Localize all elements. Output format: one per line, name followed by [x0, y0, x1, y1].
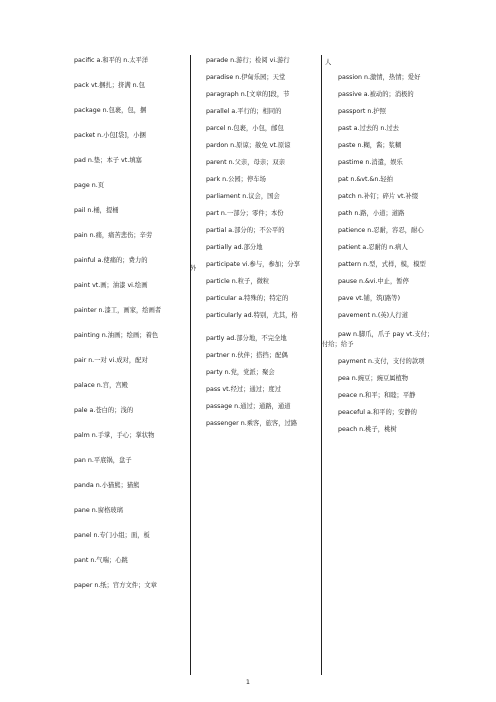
vocab-entry: pan n.平底锅，盘子: [74, 457, 132, 464]
vocab-entry: partially ad.部分地: [206, 244, 263, 251]
vocab-entry: paradise n.伊甸乐园；天堂: [206, 74, 286, 81]
vocab-entry: page n.页: [74, 182, 105, 189]
vocab-entry: paste n.糊，酱；浆糊: [338, 142, 402, 149]
vocab-entry: parliament n.议会，国会: [206, 193, 280, 200]
vocab-entry: passive a.被动的；消极的: [338, 91, 414, 98]
vocab-entry: particle n.粒子，微粒: [206, 278, 270, 285]
vocab-entry: pack vt.捆扎；挤满 n.包: [74, 82, 145, 89]
vocab-entry: peach n.桃子，桃树: [338, 426, 397, 433]
vocab-entry: pardon n.原谅；赦免 vt.原谅: [206, 142, 291, 149]
vocab-column-2: [190, 55, 317, 675]
vocab-entry: part n.一部分；零件；本份: [206, 210, 284, 217]
vocab-entry: peaceful a.和平的；安静的: [338, 409, 417, 416]
vocab-entry: paragraph n.[文章的]段，节: [206, 91, 290, 98]
vocab-entry: park n.公园；停车场: [206, 176, 266, 183]
vocab-entry: patient a.忍耐的 n.病人: [338, 244, 408, 251]
vocab-entry: particular a.特殊的；特定的: [206, 295, 289, 302]
vocab-entry: partly ad.部分地，不完全地: [206, 335, 287, 342]
vocab-entry: pavement n.(英)人行道: [338, 312, 409, 319]
vocab-entry: pacific a.和平的 n.太平洋: [74, 57, 149, 64]
vocab-entry: paper n.纸；官方文件；文章: [74, 582, 157, 589]
vocab-entry: parent n.父亲，母亲；双亲: [206, 159, 286, 166]
vocab-entry: particularly ad.特别，尤其，格: [206, 312, 298, 319]
page-number: 1: [245, 678, 251, 686]
vocab-entry: painful a.使痛的；费力的: [74, 257, 148, 264]
wrapped-text-continuation: 外: [190, 265, 197, 272]
wrapped-text-continuation: 人: [325, 59, 332, 66]
vocab-entry: pastime n.消遣，娱乐: [338, 159, 403, 166]
vocab-entry: parcel n.包裹，小包，邮包: [206, 125, 284, 132]
vocab-entry: past a.过去的 n.过去: [338, 125, 399, 132]
vocab-entry: palace n.宫，宫殿: [74, 382, 128, 389]
vocab-entry: panda n.小猫熊；猫熊: [74, 482, 140, 489]
wrapped-text-continuation: 付给；给予: [322, 341, 354, 348]
vocab-entry: pea n.豌豆；豌豆属植物: [338, 375, 409, 382]
vocab-entry: partner n.伙伴；搭挡；配偶: [206, 352, 288, 359]
vocab-entry: passenger n.乘客，旅客，过路: [206, 420, 298, 427]
vocab-entry: pane n.窗格玻璃: [74, 507, 123, 514]
vocab-entry: pale a.苍白的；浅的: [74, 407, 134, 414]
vocab-entry: passage n.通过；通路，通道: [206, 403, 291, 410]
vocab-entry: panel n.专门小组；面，板: [74, 532, 150, 539]
vocab-entry: patch n.补钉；碎片 vt.补缀: [338, 193, 419, 200]
vocab-entry: packet n.小包[袋]，小捆: [74, 132, 146, 139]
vocab-entry: passion n.激情，热情；爱好: [338, 74, 421, 81]
vocab-entry: participate vi.参与，参加；分享: [206, 261, 300, 268]
vocab-entry: paint vt.画；油漆 vi.绘画: [74, 282, 148, 289]
vocab-entry: painter n.漆工，画家，绘画者: [74, 307, 162, 314]
vocab-column-3: [321, 55, 437, 675]
vocab-column-1: [74, 57, 182, 589]
vocab-entry: pat n.&vt.&n.轻拍: [338, 176, 393, 183]
vocab-entry: pair n.一对 vi.成对，配对: [74, 357, 148, 364]
vocab-entry: pass vt.经过；通过；度过: [206, 386, 281, 393]
vocab-entry: party n.党，党派；聚会: [206, 369, 275, 376]
vocab-entry: pail n.桶，提桶: [74, 207, 119, 214]
vocab-entry: parade n.游行；检阅 vi.游行: [206, 57, 290, 64]
vocab-entry: painting n.油画；绘画；着色: [74, 332, 159, 339]
vocab-entry: payment n.支付，支付的款项: [338, 358, 425, 365]
vocab-entry: paw n.脚爪，爪子 pay vt.支付；: [338, 331, 434, 338]
vocab-entry: package n.包裹，包，捆: [74, 107, 147, 114]
vocab-entry: pattern n.型，式样，模，模型: [338, 261, 426, 268]
vocab-entry: palm n.手掌，手心；掌状物: [74, 432, 155, 439]
vocab-entry: pant n.气喘；心跳: [74, 557, 128, 564]
vocab-entry: parallel a.平行的；相同的: [206, 108, 282, 115]
vocab-entry: pave vt.铺，筑(路等): [338, 295, 401, 302]
vocab-entry: patience n.忍耐，容忍，耐心: [338, 227, 424, 234]
vocab-entry: partial a.部分的；不公平的: [206, 227, 285, 234]
vocab-entry: passport n.护照: [338, 108, 386, 115]
vocab-entry: path n.路，小道；道路: [338, 210, 405, 217]
vocab-entry: pause n.&vi.中止，暂停: [338, 278, 409, 285]
vocab-entry: pain n.痛，痛苦悲伤；辛劳: [74, 232, 153, 239]
vocab-entry: peace n.和平；和睦；平静: [338, 392, 416, 399]
vocab-entry: pad n.垫；本子 vt.填塞: [74, 157, 142, 164]
